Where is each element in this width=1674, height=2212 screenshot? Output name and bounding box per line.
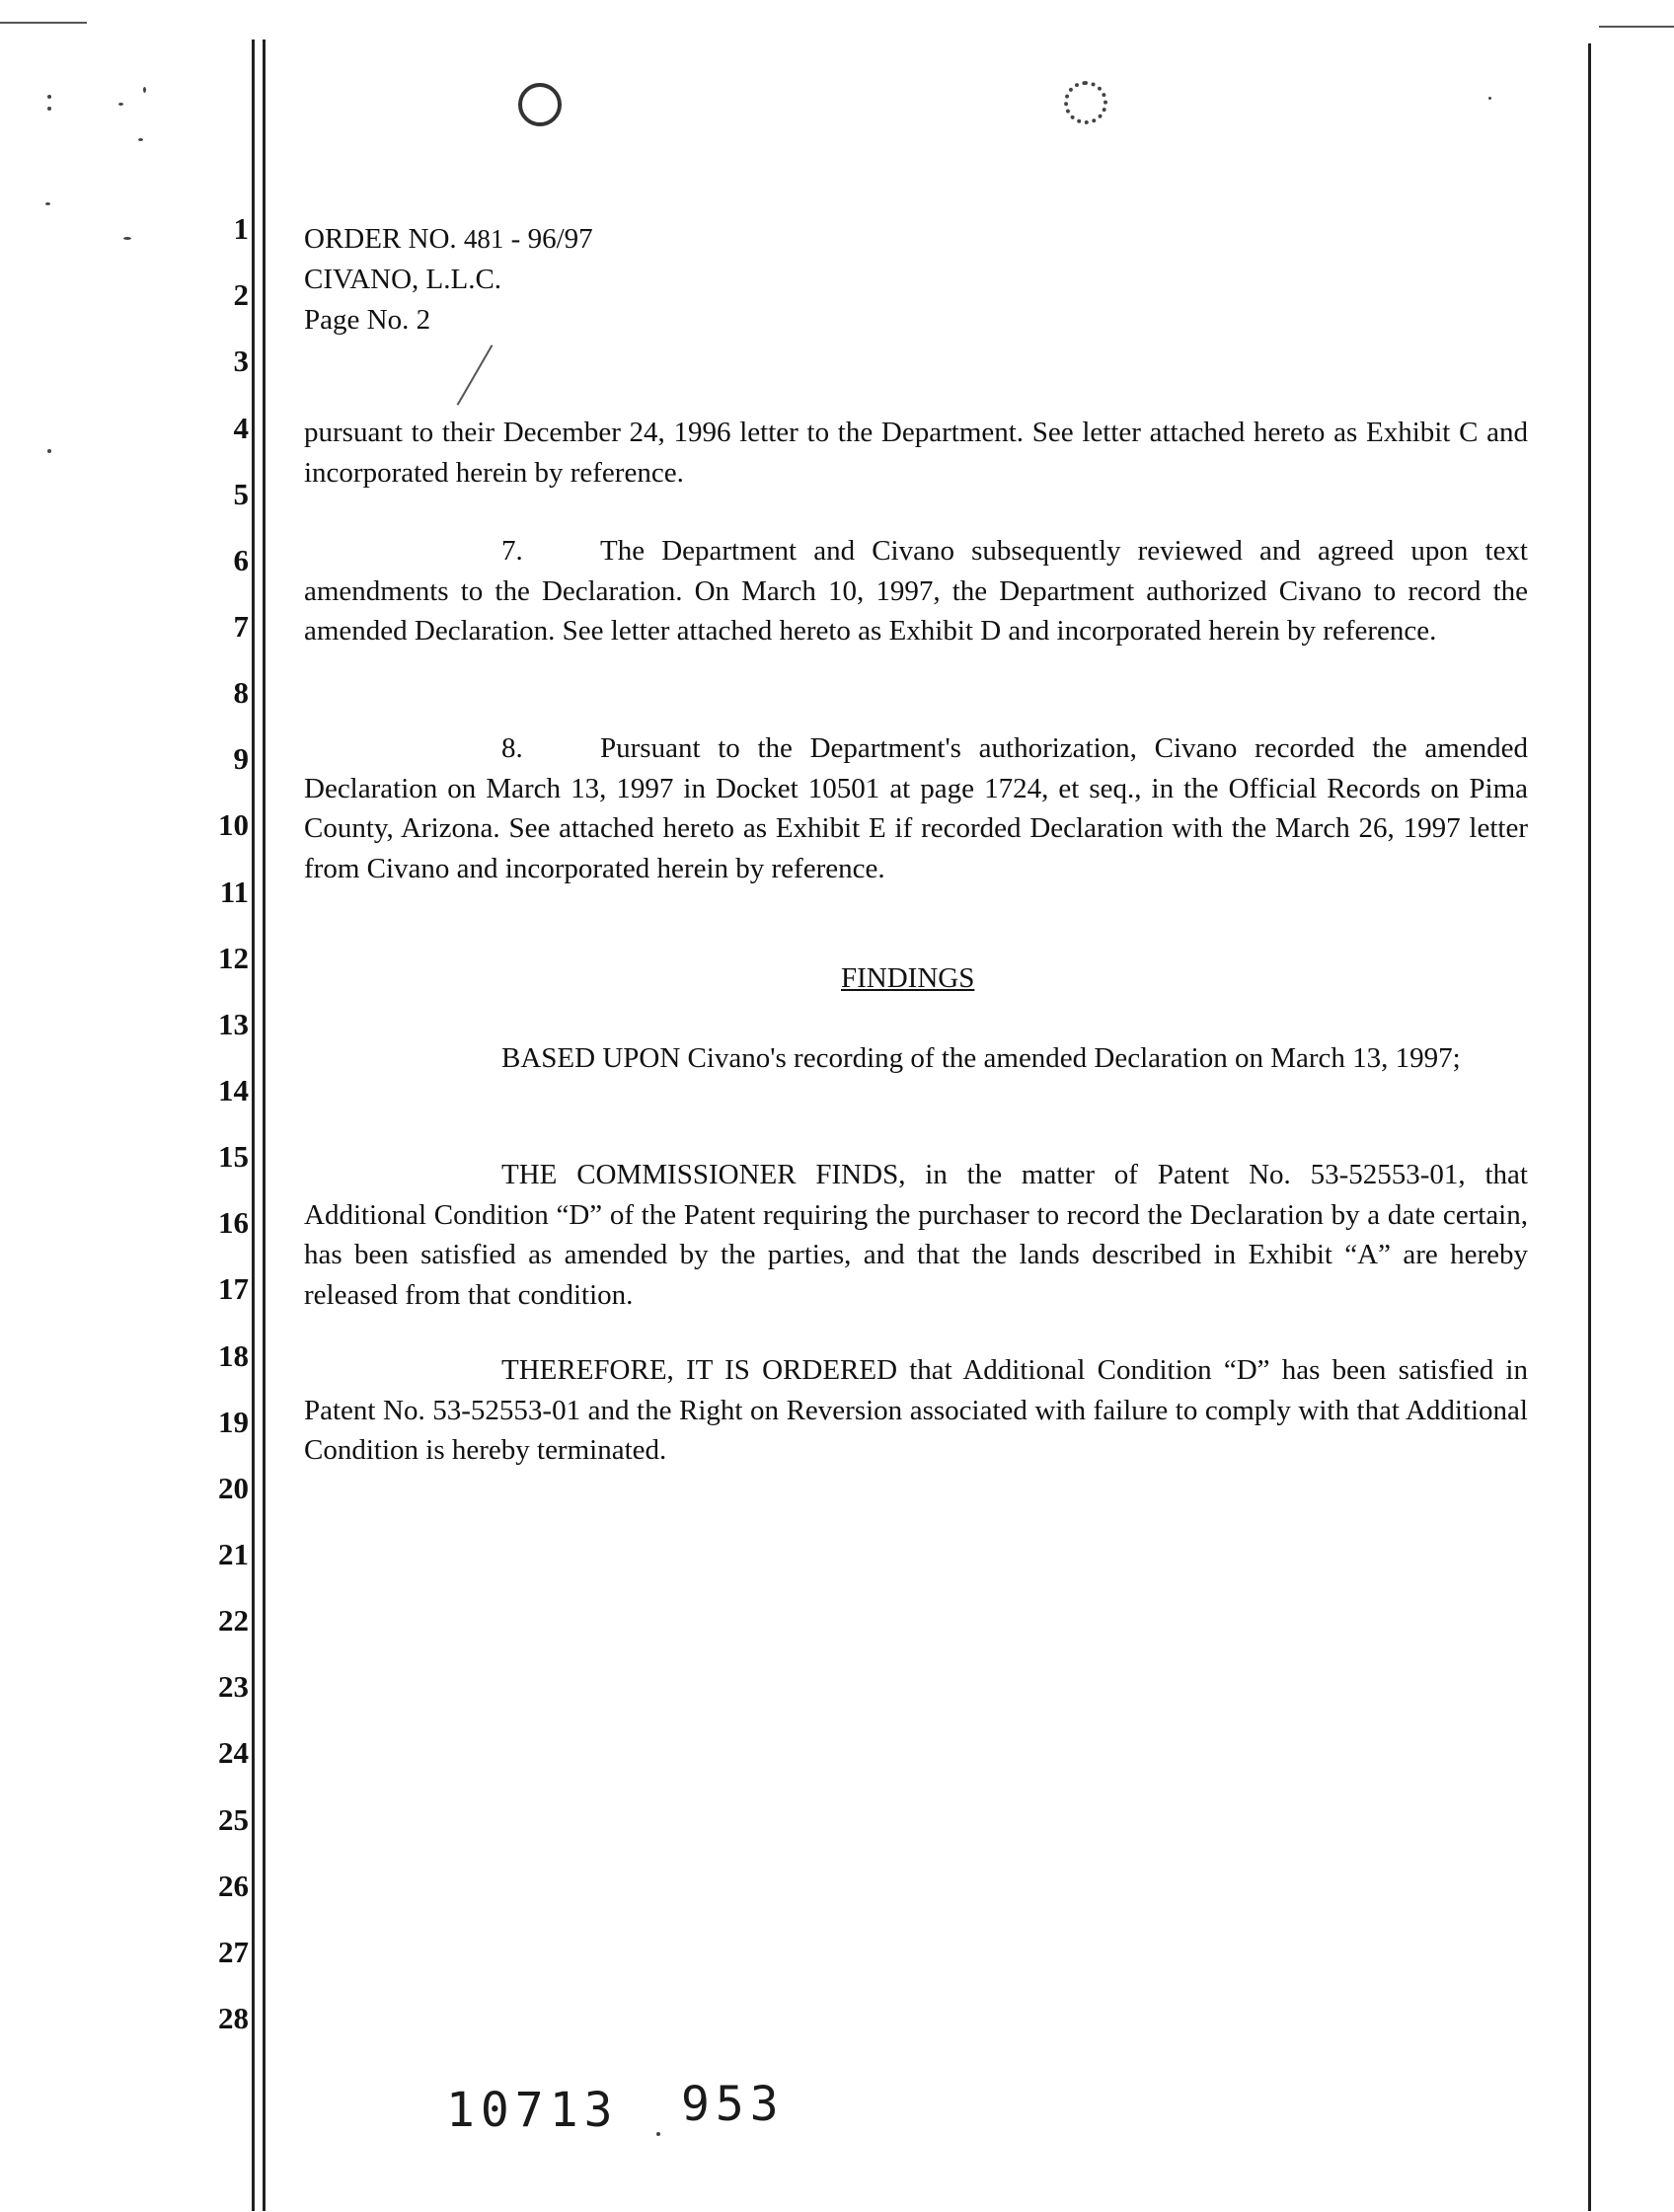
page-stamp: 953 xyxy=(681,2077,785,2132)
line-number: 2 xyxy=(233,277,249,312)
line-number: 9 xyxy=(233,741,249,776)
line-number: 26 xyxy=(218,1869,249,1903)
paragraph-8-number: 8. xyxy=(501,732,523,764)
left-margin-rule-inner xyxy=(263,39,266,2211)
paragraph-7-number: 7. xyxy=(501,535,523,567)
speck xyxy=(1488,97,1491,100)
speck xyxy=(118,103,123,106)
line-number: 15 xyxy=(218,1139,249,1174)
line-number: 12 xyxy=(218,941,249,975)
line-number: 24 xyxy=(218,1735,249,1770)
findings-heading: FINDINGS xyxy=(841,962,975,994)
line-number: 14 xyxy=(218,1073,249,1107)
line-number: 3 xyxy=(233,343,249,378)
speck xyxy=(47,95,51,99)
pen-mark xyxy=(457,344,494,406)
company-name: CIVANO, L.L.C. xyxy=(304,264,502,295)
line-number: 27 xyxy=(218,1935,249,1969)
line-number: 18 xyxy=(218,1338,249,1373)
punch-hole-right xyxy=(1064,81,1107,124)
top-left-edge-line xyxy=(0,22,87,24)
order-suffix: - 96/97 xyxy=(510,223,593,255)
line-number: 1 xyxy=(233,211,249,246)
commissioner-finds-paragraph xyxy=(304,1155,1528,1315)
right-margin-rule xyxy=(1588,43,1591,2211)
line-number: 16 xyxy=(218,1205,249,1240)
punch-hole-left xyxy=(518,83,562,126)
line-number: 8 xyxy=(233,675,249,710)
line-number: 5 xyxy=(233,477,249,511)
line-number: 21 xyxy=(218,1537,249,1571)
line-number: 13 xyxy=(218,1007,249,1041)
based-upon-text: BASED UPON Civano's recording of the amended Declaration on March 13, 1997; xyxy=(501,1042,1461,1074)
speck xyxy=(47,107,51,111)
line-number: 25 xyxy=(218,1802,249,1837)
speck xyxy=(138,138,143,141)
line-number: 4 xyxy=(233,411,249,445)
page-number: Page No. 2 xyxy=(304,304,431,336)
line-number: 22 xyxy=(218,1603,249,1638)
order-label: ORDER NO. xyxy=(304,223,457,255)
order-number-line xyxy=(304,219,593,259)
order-number: 481 xyxy=(463,224,504,254)
ordered-paragraph xyxy=(304,1350,1528,1471)
continued-paragraph: pursuant to their December 24, 1996 letter to the Department. See letter attached hereto as Exhibit C and incorporated herein by reference. xyxy=(304,417,1528,489)
ordered-text: THEREFORE, IT IS ORDERED that Additional Condition “D” has been satisfied in Patent No. 53-52553-01 and the Right on Reversion associated with failure to comply with that Additional Condition is hereby terminated. xyxy=(304,1354,1528,1466)
paragraph-7 xyxy=(304,531,1528,651)
speck xyxy=(656,2132,660,2136)
line-number: 20 xyxy=(218,1471,249,1505)
top-right-edge-line xyxy=(1599,26,1674,28)
commissioner-finds-text: THE COMMISSIONER FINDS, in the matter of Patent No. 53-52553-01, that Additional Condition “D” of the Patent requiring the purchaser to record the Declaration by a date certain, has been satisfied as amended by the parties, and that the lands described in Exhibit “A” are hereby released from that condition. xyxy=(304,1159,1528,1311)
based-upon-paragraph xyxy=(304,1038,1528,1079)
line-number: 11 xyxy=(219,875,249,909)
line-number: 17 xyxy=(218,1271,249,1306)
speck xyxy=(143,87,146,93)
paragraph-8-text: Pursuant to the Department's authorization, Civano recorded the amended Declaration on March 13, 1997 in Docket 10501 at page 1724, et seq., in the Official Records on Pima County, Arizona. See attached hereto as Exhibit E if recorded Declaration with the March 26, 1997 letter from Civano and incorporated herein by reference. xyxy=(304,732,1528,884)
speck xyxy=(47,449,51,453)
speck xyxy=(45,202,50,205)
line-number: 19 xyxy=(218,1405,249,1439)
speck xyxy=(123,237,131,240)
line-number: 10 xyxy=(218,807,249,842)
paragraph-7-text: The Department and Civano subsequently reviewed and agreed upon text amendments to the Declaration. On March 10, 1997, the Department authorized Civano to record the amended Declaration. See letter attached hereto as Exhibit D and incorporated herein by reference. xyxy=(304,535,1528,647)
line-number: 23 xyxy=(218,1669,249,1704)
docket-stamp: 10713 xyxy=(446,2083,619,2138)
left-margin-rule-outer xyxy=(252,39,255,2211)
paragraph-8 xyxy=(304,728,1528,888)
line-number: 7 xyxy=(233,609,249,644)
line-number: 6 xyxy=(233,543,249,577)
line-number: 28 xyxy=(218,2001,249,2035)
